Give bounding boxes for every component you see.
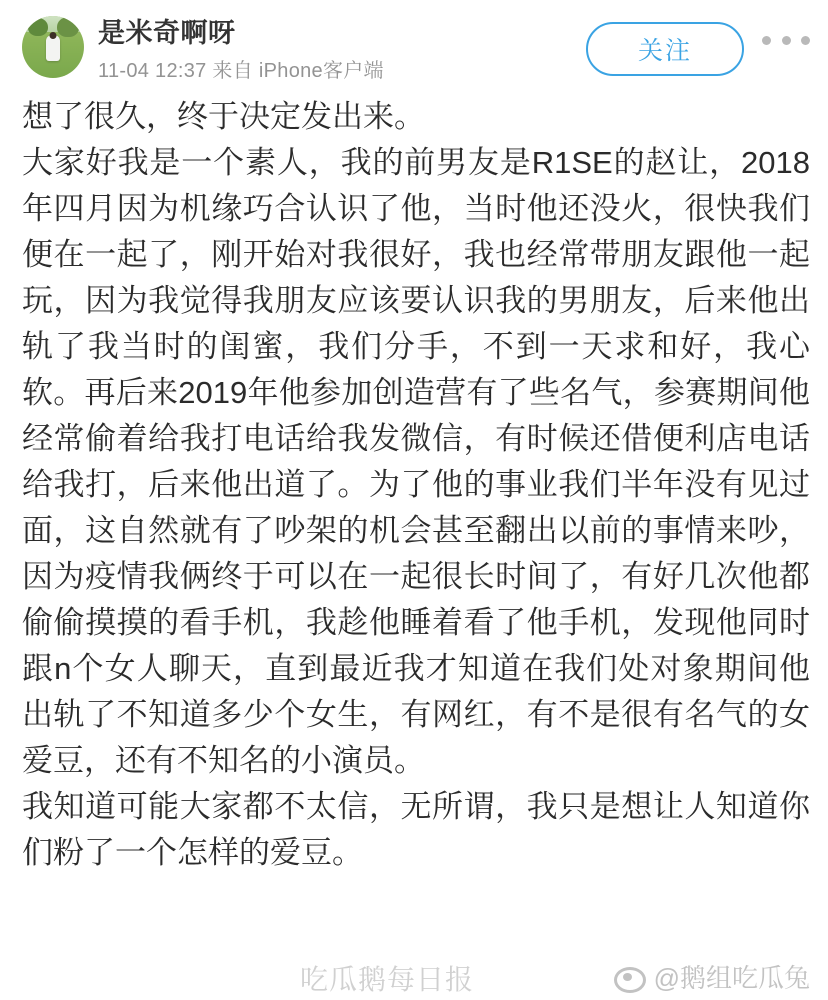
post-paragraph: 大家好我是一个素人，我的前男友是R1SE的赵让，2018年四月因为机缘巧合认识了他，当时他还没火，很快我们便在一起了，刚开始对我很好，我也经常带朋友跟他一起玩，因为我觉得我朋友应该要认识我的男朋友，后来他出轨了我当时的闺蜜，我们分手，不到一天求和好，我心软。再后来2019年他参加创造营有了些名气，参赛期间他经常偷着给我打电话给我发微信，有时候还借便利店电话给我打，后来他出道了。为了他的事业我们半年没有见过面，这自然就有了吵架的机会甚至翻出以前的事情来吵，因为疫情我俩终于可以在一起很长时间了，有好几次他都偷偷摸摸的看手机，我趁他睡着看了他手机，发现他同时跟n个女人聊天，直到最近我才知道在我们处对象期间他出轨了不知道多少个女生，有网红，有不是很有名气的女爱豆，还有不知名的小演员。 bbox=[22, 145, 810, 778]
post-header bbox=[0, 0, 828, 94]
author-nickname[interactable]: 是米奇啊呀 bbox=[98, 18, 236, 48]
weibo-eye-icon bbox=[614, 964, 646, 990]
follow-button[interactable]: 关注 bbox=[586, 22, 744, 76]
avatar-tree-left bbox=[28, 18, 48, 36]
watermark-center: 吃瓜鹅每日报 bbox=[300, 964, 475, 995]
avatar-figure-head bbox=[50, 32, 57, 39]
avatar-tree-right bbox=[57, 17, 79, 37]
watermark-right-label: @鹅组吃瓜兔 bbox=[653, 963, 810, 993]
post-paragraph: 想了很久，终于决定发出来。 bbox=[22, 99, 425, 134]
more-dot-1 bbox=[762, 36, 771, 45]
avatar[interactable] bbox=[22, 16, 84, 78]
post-content bbox=[0, 94, 828, 876]
watermark-right bbox=[614, 958, 810, 995]
more-dot-2 bbox=[782, 36, 791, 45]
more-dot-3 bbox=[801, 36, 810, 45]
more-dots-icon[interactable] bbox=[762, 36, 810, 45]
post-paragraph: 我知道可能大家都不太信，无所谓，我只是想让人知道你们粉了一个怎样的爱豆。 bbox=[22, 789, 810, 870]
author-info bbox=[98, 14, 586, 86]
post-meta: 11-04 12:37 来自 iPhone客户端 bbox=[98, 60, 384, 82]
